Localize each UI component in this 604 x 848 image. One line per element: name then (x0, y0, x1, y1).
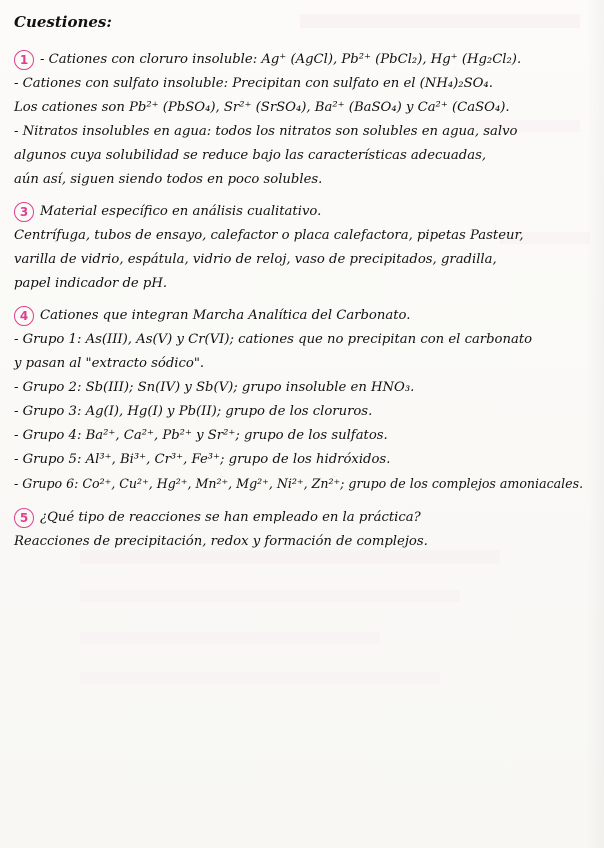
answer-line: Reacciones de precipitación, redox y formación de complejos. (14, 534, 428, 549)
page-title: Cuestiones: (14, 10, 112, 34)
answer-line: Los cationes son Pb²⁺ (PbSO₄), Sr²⁺ (SrSO₄), Ba²⁺ (BaSO₄) y Ca²⁺ (CaSO₄). (14, 100, 510, 115)
bleed-mark (80, 590, 460, 602)
bleed-mark (80, 632, 380, 644)
question-number-badge: 4 (14, 306, 34, 326)
answer-line: - Grupo 2: Sb(III); Sn(IV) y Sb(V); grupo insoluble en HNO₃. (14, 380, 415, 395)
question-heading: Material específico en análisis cualitativo. (40, 204, 322, 219)
answer-line: - Grupo 3: Ag(I), Hg(I) y Pb(II); grupo de los cloruros. (14, 404, 373, 419)
bleed-mark (80, 672, 440, 684)
answer-line: varilla de vidrio, espátula, vidrio de reloj, vaso de precipitados, gradilla, (14, 252, 497, 267)
handwritten-notes (14, 10, 596, 554)
answer-line: y pasan al "extracto sódico". (14, 356, 205, 371)
question-number-badge: 1 (14, 50, 34, 70)
answer-line: - Cationes con cloruro insoluble: Ag⁺ (AgCl), Pb²⁺ (PbCl₂), Hg⁺ (Hg₂Cl₂). (40, 52, 522, 67)
question-number-badge: 3 (14, 202, 34, 222)
question-1 (14, 48, 596, 72)
question-heading: Cationes que integran Marcha Analítica del Carbonato. (40, 308, 411, 323)
answer-line: - Grupo 4: Ba²⁺, Ca²⁺, Pb²⁺ y Sr²⁺; grupo de los sulfatos. (14, 428, 388, 443)
answer-line: - Grupo 1: As(III), As(V) y Cr(VI); cationes que no precipitan con el carbonato (14, 332, 533, 347)
question-5 (14, 506, 596, 530)
answer-line: - Grupo 5: Al³⁺, Bi³⁺, Cr³⁺, Fe³⁺; grupo de los hidróxidos. (14, 452, 391, 467)
question-heading: ¿Qué tipo de reacciones se han empleado en la práctica? (40, 510, 421, 525)
question-number-badge: 5 (14, 508, 34, 528)
question-4 (14, 304, 596, 328)
answer-line: papel indicador de pH. (14, 276, 168, 291)
answer-line: Centrífuga, tubos de ensayo, calefactor o placa calefactora, pipetas Pasteur, (14, 228, 524, 243)
answer-line: - Grupo 6: Co²⁺, Cu²⁺, Hg²⁺, Mn²⁺, Mg²⁺, Ni²⁺, Zn²⁺; grupo de los complejos amoniacales. (14, 476, 584, 491)
answer-line: - Cationes con sulfato insoluble: Precipitan con sulfato en el (NH₄)₂SO₄. (14, 76, 493, 91)
question-3 (14, 200, 596, 224)
answer-line: algunos cuya solubilidad se reduce bajo las características adecuadas, (14, 148, 487, 163)
answer-line: aún así, siguen siendo todos en poco solubles. (14, 172, 323, 187)
answer-line: - Nitratos insolubles en agua: todos los nitratos son solubles en agua, salvo (14, 124, 518, 139)
